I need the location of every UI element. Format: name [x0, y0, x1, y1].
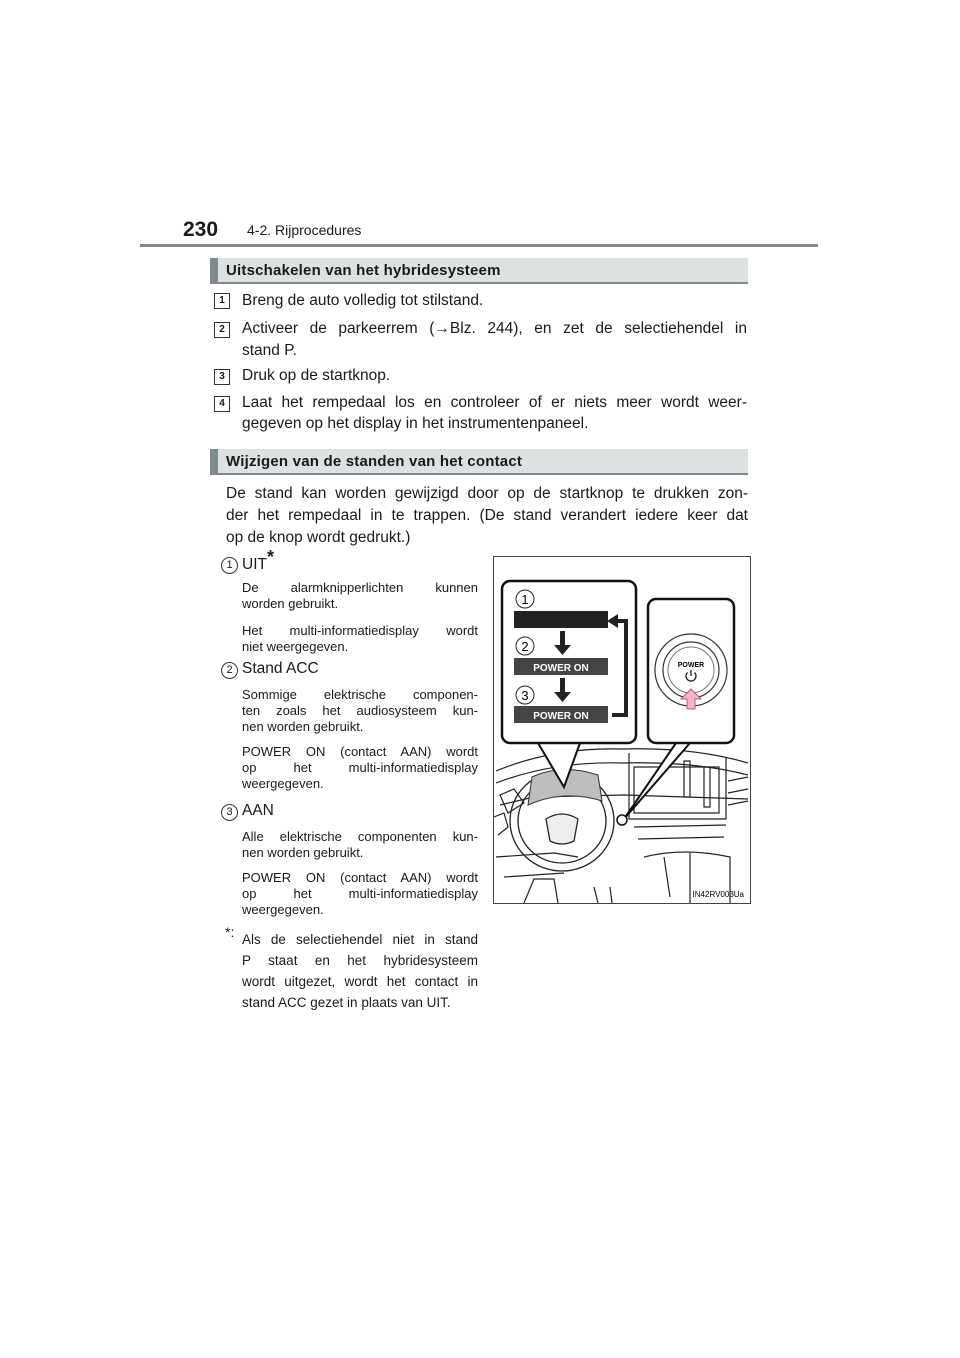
item2-line-5: op het multi-informatiedisplay [242, 760, 478, 775]
display-blank [514, 611, 608, 628]
footnote-line-3: wordt uitgezet, wordt het contact in [242, 974, 478, 989]
item2-line-1: Sommige elektrische componen- [242, 687, 478, 702]
footnote-line-1: Als de selectiehendel niet in stand [242, 932, 478, 947]
item1-line-3: Het multi-informatiedisplay wordt [242, 623, 478, 638]
step-number-4: 4 [214, 396, 230, 412]
dashboard-lines [494, 749, 748, 903]
header-rule [140, 244, 818, 247]
item-number-1: 1 [221, 557, 238, 574]
item2-line-2: ten zoals het audiosysteem kun- [242, 703, 478, 718]
step-number-2: 2 [214, 322, 230, 338]
intro-line-3: op de knop wordt gedrukt.) [226, 529, 411, 546]
item-title-text: UIT [242, 556, 267, 573]
callout-label-2: 2 [521, 639, 529, 654]
step-text-4b: gegeven op het display in het instrumentenpaneel. [242, 415, 589, 432]
item3-line-1: Alle elektrische componenten kun- [242, 829, 478, 844]
item-number-3: 3 [221, 804, 238, 821]
power-button-label: POWER [677, 662, 705, 669]
heading-text: Uitschakelen van het hybridesysteem [226, 262, 501, 279]
footnote-star: * [266, 546, 274, 567]
item3-line-4: op het multi-informatiedisplay [242, 886, 478, 901]
step-number-1: 1 [214, 293, 230, 309]
intro-line-2: der het rempedaal in te trappen. (De stand verandert iedere keer dat [226, 507, 748, 524]
callout-leaders [538, 743, 690, 819]
display-power-on-text-1: POWER ON [533, 663, 589, 674]
dashboard-illustration [493, 556, 751, 904]
heading-bar [210, 258, 218, 284]
intro-line-1: De stand kan worden gewijzigd door op de startknop te drukken zon- [226, 485, 748, 502]
heading-text: Wijzigen van de standen van het contact [226, 453, 523, 470]
section-heading-shutdown [210, 258, 748, 284]
item2-line-3: nen worden gebruikt. [242, 719, 364, 734]
step-text-3: Druk op de startknop. [242, 367, 391, 384]
step-text-2b: stand P. [242, 342, 297, 359]
item3-line-2: nen worden gebruikt. [242, 845, 364, 860]
callout-label-1: 1 [521, 592, 529, 607]
item-title-3: AAN [242, 802, 274, 819]
item3-line-3: POWER ON (contact AAN) wordt [242, 870, 478, 885]
item-title-2: Stand ACC [242, 660, 319, 677]
footnote-line-4: stand ACC gezet in plaats van UIT. [242, 995, 451, 1010]
step-number-3: 3 [214, 369, 230, 385]
item3-line-5: weergegeven. [242, 902, 324, 917]
page-number: 230 [183, 218, 219, 241]
item1-line-4: niet weergegeven. [242, 639, 349, 654]
section-heading-ignition [210, 449, 748, 475]
item-number-2: 2 [221, 662, 238, 679]
item-title-1 [242, 546, 274, 574]
item2-line-6: weergegeven. [242, 776, 324, 791]
step-text-2a: Activeer de parkeerrem (→Blz. 244), en zet de selectiehendel in [242, 320, 747, 337]
callout-label-3: 3 [521, 688, 529, 703]
footnote-line-2: P staat en het hybridesysteem [242, 953, 478, 968]
step-text-4a: Laat het rempedaal los en controleer of er niets meer wordt weer- [242, 394, 747, 411]
item1-line-1: De alarmknipperlichten kunnen [242, 580, 478, 595]
dashboard-drawing [494, 557, 750, 903]
footnote-mark: *: [225, 924, 235, 940]
item1-line-2: worden gebruikt. [242, 596, 339, 611]
figure-code: IN42RV003Ua [692, 890, 744, 899]
power-button-location [617, 815, 627, 825]
display-power-on-text-2: POWER ON [533, 711, 589, 722]
step-text-1: Breng de auto volledig tot stilstand. [242, 292, 484, 309]
heading-bar [210, 449, 218, 475]
item2-line-4: POWER ON (contact AAN) wordt [242, 744, 478, 759]
section-title: 4-2. Rijprocedures [247, 222, 362, 238]
